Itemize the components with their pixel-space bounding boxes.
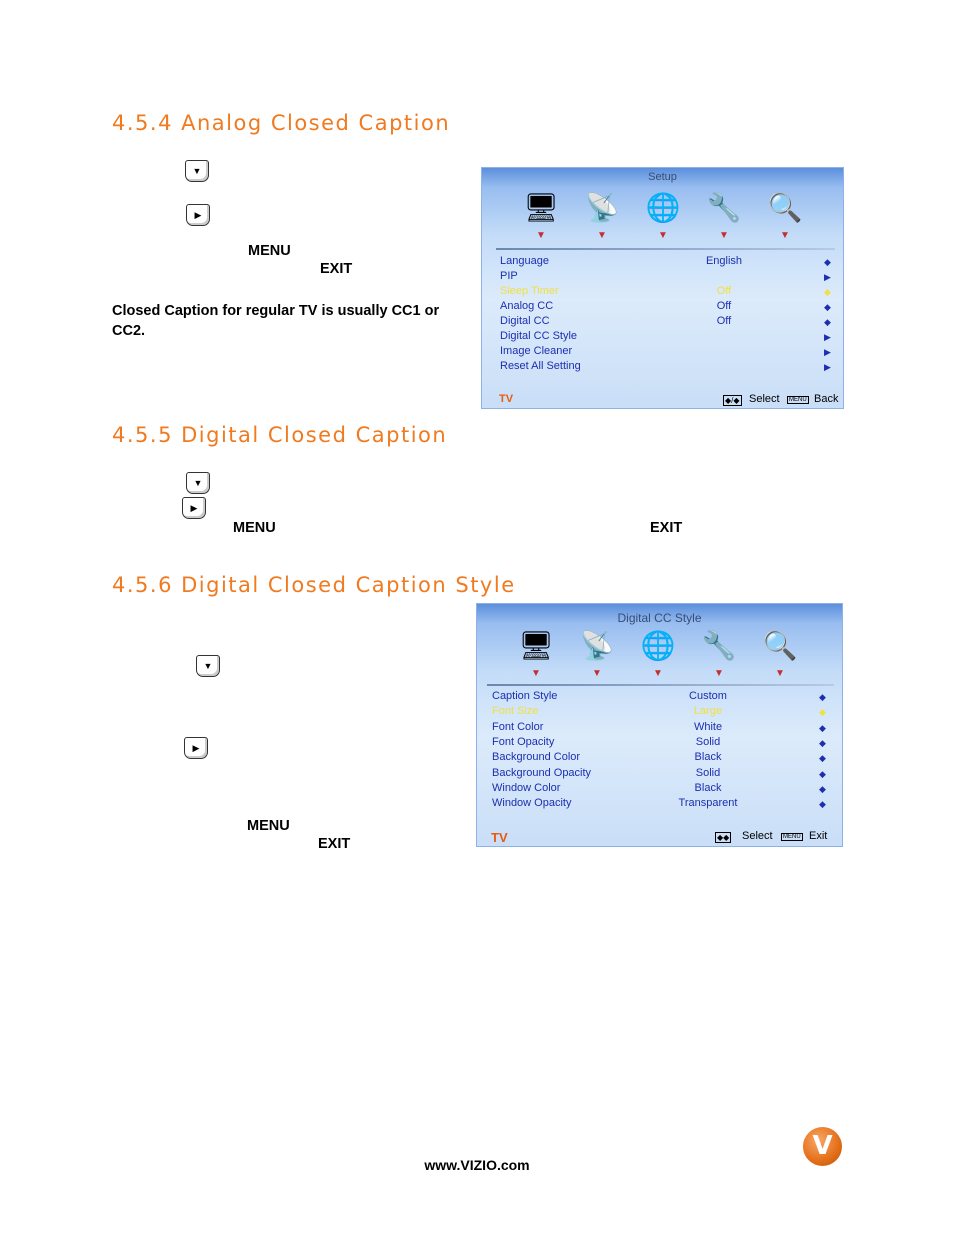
osd-source-label: TV: [491, 830, 508, 845]
right-key-icon: ▶: [186, 204, 210, 226]
osd-row-label: Image Cleaner: [500, 345, 573, 357]
satellite-dish-icon: 📡: [584, 192, 620, 223]
exit-key-label: EXIT: [650, 520, 683, 536]
cc-style-osd-screenshot: [476, 603, 843, 847]
vizio-logo: V: [803, 1127, 842, 1166]
adjust-arrows-icon: ◆: [819, 799, 826, 810]
adjust-arrows-icon: ◆: [819, 692, 826, 702]
osd-row-value: Solid: [695, 766, 721, 779]
osd-icon-indicator: ▼: [658, 230, 668, 241]
osd-row-value: Black: [694, 781, 722, 794]
osd-row-label: Background Opacity: [492, 766, 592, 779]
magnifier-icon: 🔍: [762, 630, 798, 661]
osd-title: Setup: [648, 171, 677, 183]
adjust-arrows-icon: ◆: [819, 768, 826, 779]
osd-menu-row[interactable]: [482, 330, 843, 345]
osd-separator: [487, 684, 834, 686]
osd-footer: [482, 393, 843, 409]
osd-menu-row[interactable]: [482, 300, 843, 315]
osd-icon-indicator: ▼: [536, 230, 546, 241]
osd-select-label: Select: [749, 393, 780, 405]
osd-separator: [496, 248, 835, 250]
globe-icon: 🌐: [645, 192, 681, 223]
osd-menu-row[interactable]: [477, 736, 842, 751]
osd-back-label: Back: [814, 393, 839, 405]
down-key-icon: ▼: [186, 472, 210, 494]
osd-row-label: Window Opacity: [492, 797, 572, 810]
osd-menu-row[interactable]: [477, 721, 842, 736]
osd-source-label: TV: [499, 393, 514, 405]
down-key-icon: ▼: [185, 160, 209, 182]
osd-icon-indicator: ▼: [597, 230, 607, 241]
osd-icon-indicator: ▼: [775, 668, 785, 679]
osd-icon-indicator: ▼: [592, 668, 602, 679]
osd-row-value: Off: [716, 285, 732, 297]
wrench-icon: 🔧: [706, 192, 742, 223]
osd-menu-row[interactable]: [482, 255, 843, 270]
osd-icon-indicator: ▼: [714, 668, 724, 679]
adjust-arrows-icon: ◆: [819, 722, 826, 733]
osd-row-label: Font Opacity: [492, 735, 555, 748]
osd-row-label: Background Color: [492, 751, 581, 764]
adjust-arrows-icon: ◆: [819, 783, 826, 794]
adjust-arrows-icon: ◆: [819, 707, 826, 718]
select-nav-icon: ◆◆: [717, 833, 730, 842]
adjust-arrows-icon: ◆: [819, 753, 826, 764]
osd-icon-indicator: ▼: [653, 668, 663, 679]
osd-menu-row[interactable]: [477, 690, 842, 705]
satellite-dish-icon: 📡: [579, 630, 615, 661]
osd-menu-row[interactable]: [477, 751, 842, 766]
down-key-icon: ▼: [196, 655, 220, 677]
osd-row-label: Analog CC: [500, 300, 554, 312]
osd-back-label: Exit: [809, 830, 828, 842]
osd-row-value: Off: [716, 315, 732, 327]
osd-menu-row[interactable]: [477, 782, 842, 797]
adjust-arrows-icon: ◆: [824, 257, 831, 267]
tv-monitor-icon: 🖥: [523, 192, 559, 223]
osd-menu-row[interactable]: [482, 360, 843, 375]
osd-row-label: PIP: [500, 270, 518, 282]
osd-menu-row[interactable]: [482, 315, 843, 330]
submenu-arrow-icon: ▶: [824, 347, 831, 357]
osd-menu-row[interactable]: [482, 285, 843, 300]
menu-button-icon: MENU: [789, 397, 807, 403]
osd-row-value: Large: [693, 705, 723, 718]
osd-row-label: Caption Style: [492, 690, 558, 702]
submenu-arrow-icon: ▶: [824, 272, 831, 282]
menu-button-icon: MENU: [783, 834, 801, 840]
osd-title: Digital CC Style: [617, 611, 702, 625]
osd-icon-indicator: ▼: [531, 668, 541, 679]
menu-key-label: MENU: [248, 243, 291, 259]
exit-key-label: EXIT: [320, 261, 353, 277]
section-heading-analog-cc: 4.5.4 Analog Closed Caption: [112, 111, 451, 135]
osd-row-value: Custom: [689, 690, 727, 702]
tv-monitor-icon: 🖥: [518, 630, 554, 661]
menu-key-label: MENU: [247, 818, 290, 834]
osd-row-value: Solid: [695, 735, 721, 748]
globe-icon: 🌐: [640, 630, 676, 661]
adjust-arrows-icon: ◆: [819, 737, 826, 748]
right-key-icon: ▶: [184, 737, 208, 759]
osd-row-label: Font Color: [492, 720, 544, 733]
osd-row-label: Sleep Timer: [500, 285, 559, 297]
adjust-arrows-icon: ◆: [824, 317, 831, 327]
wrench-icon: 🔧: [701, 630, 737, 661]
osd-row-label: Digital CC Style: [500, 330, 578, 342]
osd-row-label: Reset All Setting: [500, 360, 581, 372]
select-nav-icon: ◆/◆: [725, 396, 740, 405]
submenu-arrow-icon: ▶: [824, 362, 831, 372]
footer-url[interactable]: www.VIZIO.com: [424, 1157, 530, 1173]
osd-row-label: Window Color: [492, 781, 561, 794]
analog-cc-note: Closed Caption for regular TV is usually CC1 or CC2.: [112, 303, 440, 339]
osd-row-label: Language: [500, 255, 549, 267]
osd-row-value: English: [705, 255, 743, 267]
adjust-arrows-icon: ◆: [824, 287, 831, 297]
submenu-arrow-icon: ▶: [824, 332, 831, 342]
magnifier-icon: 🔍: [767, 192, 803, 223]
exit-key-label: EXIT: [318, 836, 351, 852]
osd-row-value: Black: [694, 751, 722, 764]
osd-icon-indicator: ▼: [780, 230, 790, 241]
osd-menu-row[interactable]: [482, 270, 843, 285]
osd-footer: [477, 830, 842, 847]
osd-menu-row[interactable]: [477, 705, 842, 720]
section-heading-digital-cc: 4.5.5 Digital Closed Caption: [112, 423, 448, 447]
setup-osd-screenshot: [481, 167, 844, 409]
osd-select-label: Select: [742, 830, 773, 842]
osd-row-value: Off: [716, 300, 732, 312]
osd-icon-indicator: ▼: [719, 230, 729, 241]
osd-row-value: White: [693, 720, 723, 733]
osd-row-label: Font Size: [492, 705, 539, 718]
osd-row-value: Transparent: [678, 797, 738, 810]
section-heading-cc-style: 4.5.6 Digital Closed Caption Style: [112, 573, 516, 597]
right-key-icon: ▶: [182, 497, 206, 519]
adjust-arrows-icon: ◆: [824, 302, 831, 312]
osd-menu-row[interactable]: [482, 345, 843, 360]
osd-row-label: Digital CC: [500, 315, 550, 327]
osd-menu-row[interactable]: [477, 797, 842, 812]
menu-key-label: MENU: [233, 520, 276, 536]
osd-menu-row[interactable]: [477, 767, 842, 782]
